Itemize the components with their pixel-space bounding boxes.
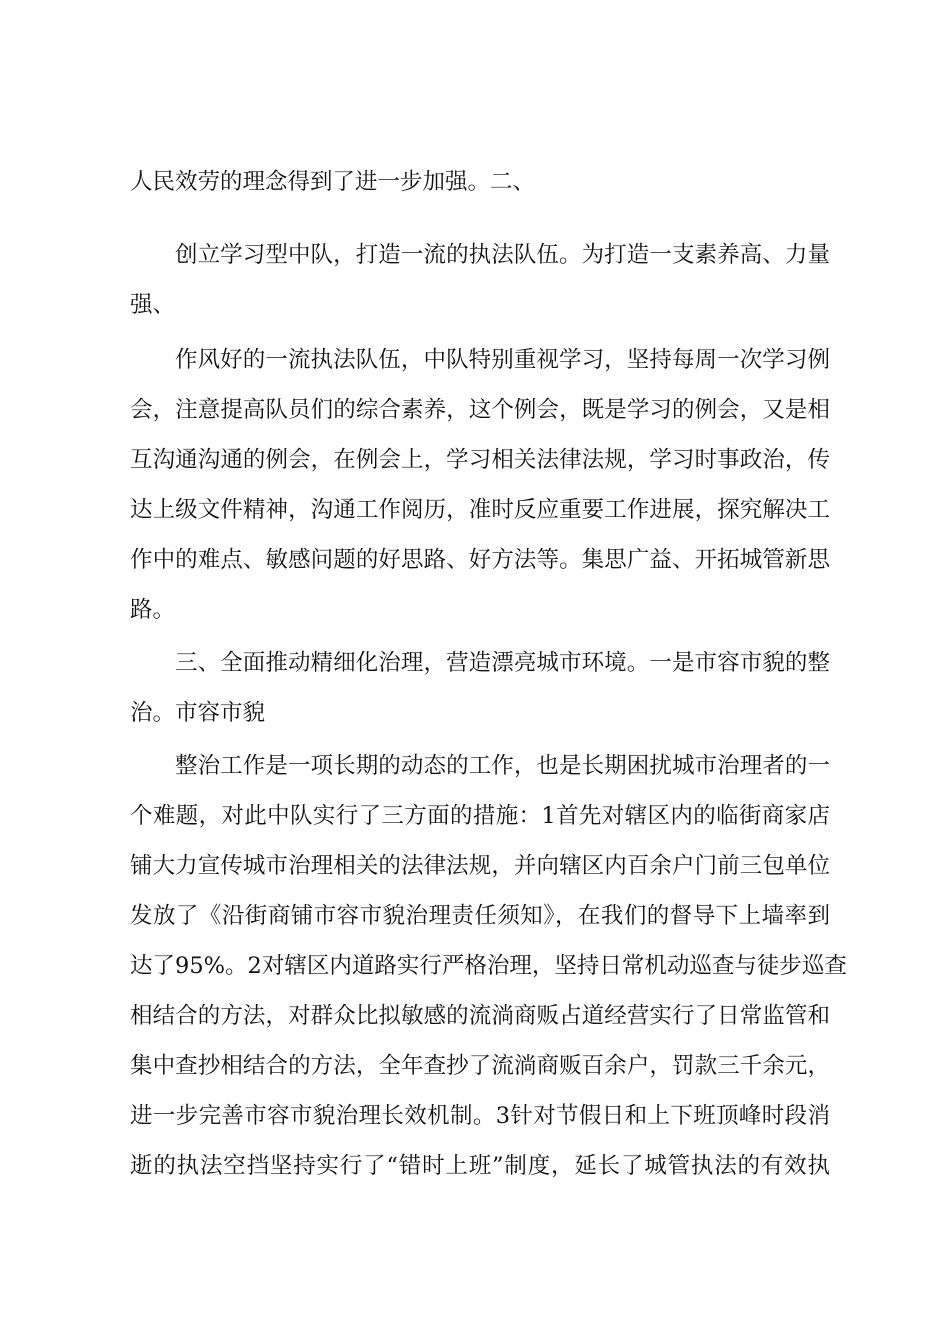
paragraph-first-line: 创立学习型中队，打造一流的执法队伍。为打造一支素养高、力量 [175, 242, 830, 268]
text-line: 逝的执法空挡坚持实行了“错时上班”制度，延长了城管执法的有效执 [130, 1153, 830, 1179]
paragraph-first-line: 整治工作是一项长期的动态的工作，也是长期困扰城市治理者的一 [175, 753, 830, 779]
text-line: 人民效劳的理念得到了进一步加强。二、 [130, 169, 536, 195]
text-line: 强、 [130, 292, 176, 318]
text-line: 路。 [130, 597, 176, 623]
paragraph-first-line: 三、全面推动精细化治理，营造漂亮城市环境。一是市容市貌的整 [175, 650, 830, 676]
text-line: 铺大力宣传城市治理相关的法律法规，并向辖区内百余户门前三包单位 [130, 853, 830, 879]
text-line: 互沟通沟通的例会，在例会上，学习相关法律法规，学习时事政治，传 [130, 447, 830, 473]
text-line: 达上级文件精神，沟通工作阅历，准时反应重要工作进展，探究解决工 [130, 497, 830, 523]
text-line: 进一步完善市容市貌治理长效机制。3针对节假日和上下班顶峰时段消 [130, 1103, 830, 1129]
text-line: 相结合的方法，对群众比拟敏感的流淌商贩占道经营实行了日常监管和 [130, 1003, 830, 1029]
text-line: 治。市容市貌 [130, 700, 266, 726]
text-line: 发放了《沿街商铺市容市貌治理责任须知》，在我们的督导下上墙率到 [130, 903, 830, 929]
text-line: 会，注意提高队员们的综合素养，这个例会，既是学习的例会，又是相 [130, 397, 830, 423]
text-line: 达了95%。2对辖区内道路实行严格治理，坚持日常机动巡查与徒步巡查 [130, 953, 847, 979]
text-line: 个难题，对此中队实行了三方面的措施：1首先对辖区内的临街商家店 [130, 803, 830, 829]
paragraph-first-line: 作风好的一流执法队伍，中队特别重视学习，坚持每周一次学习例 [175, 347, 830, 373]
text-line: 作中的难点、敏感问题的好思路、好方法等。集思广益、开拓城管新思 [130, 547, 830, 573]
text-line: 集中查抄相结合的方法，全年查抄了流淌商贩百余户，罚款三千余元， [130, 1053, 830, 1079]
